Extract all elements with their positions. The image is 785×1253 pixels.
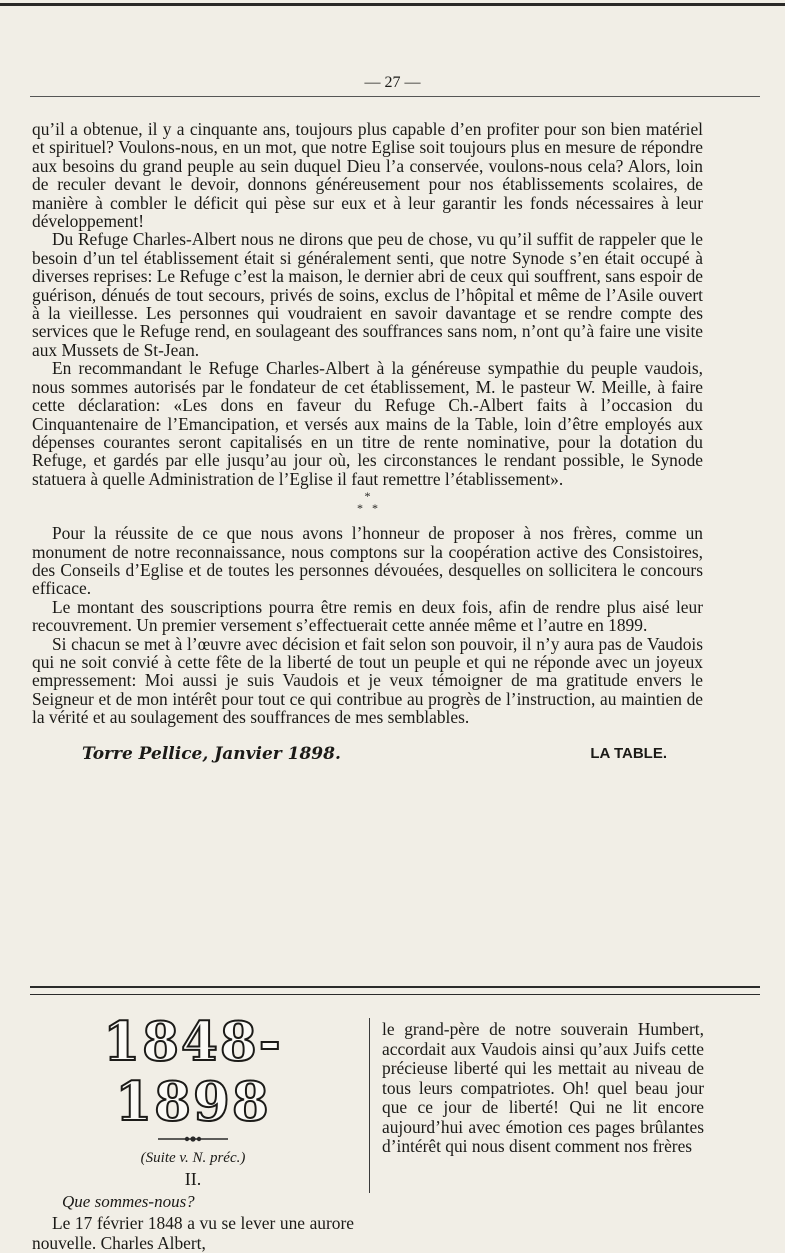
asterism xyxy=(32,490,703,516)
paragraph-5: Le montant des souscriptions pourra être remis en deux fois, afin de rendre plus aisé leur recouvrement. Un premier versement s’effectuerait cette année même et l’autre en 1899. xyxy=(32,596,703,636)
ornament-icon xyxy=(158,1134,228,1144)
article-question: Que sommes-nous? xyxy=(62,1192,195,1211)
section-divider xyxy=(30,986,760,995)
column-divider xyxy=(369,1018,370,1193)
signature-place-date: Torre Pellice, Janvier 1898. xyxy=(82,743,341,764)
ornament-rule xyxy=(32,1134,354,1144)
article-left-column xyxy=(32,1012,354,1253)
signature xyxy=(32,745,703,763)
article-heading: 1848-1898 xyxy=(103,1011,283,1133)
paragraph-6: Si chacun se met à l’œuvre avec décision et fait selon son pouvoir, il n’y aura pas de Vaudois qui ne soit convié à cette fête de la liberté de tout un peuple et qui ne réponde avec un joyeux empressement: Moi aussi je suis Vaudois et je veux témoigner de ma gratitude envers le Seigneur et de mon intérêt pour tout ce qui contribue au progrès de l’instruction, au maintien de la vérité et au soulagement des souffrances de mes semblables. xyxy=(32,633,703,728)
article-left-text: Le 17 février 1848 a vu se lever une aurore nouvelle. Charles Albert, xyxy=(32,1213,354,1253)
top-edge-rule xyxy=(0,3,785,6)
page-number: — 27 — xyxy=(364,74,421,91)
paragraph-1: qu’il a obtenue, il y a cinquante ans, toujours plus capable d’en profiter pour son bien matériel et spirituel? Voulons-nous, en un mot, que notre Eglise soit toujours plus en mesure de répondre aux besoins du grand peuple au sein duquel Dieu l’a conservée, voulons-nous cela? Alors, loin de reculer devant le devoir, donnons généreusement pour nos établissements scolaires, de manière à combler le déficit qui pèse sur eux et à leur garantir les fonds nécessaires à leur développement! xyxy=(32,119,703,232)
asterism-star-pair: * * xyxy=(357,501,378,516)
paragraph-2: Du Refuge Charles-Albert nous ne dirons que peu de chose, vu qu’il suffit de rappeler que le besoin d’un tel établissement était si généralement senti, que notre Synode s’en était occupé à diverses reprises: Le Refuge c’est la maison, le dernier abri de ceux qui souffrent, sans espoir de guérison, dénués de tout secours, privés de soins, exclus de l’hôpital et même de l’Asile ouvert à la vieillesse. Les personnes qui voudraient en savoir davantage et se rendre compte des services que le Refuge rend, en soulageant des souffrances sans nom, n’ont qu’à faire une visite aux Mussets de St-Jean. xyxy=(32,229,703,360)
paragraph-3: En recommandant le Refuge Charles-Albert à la généreuse sympathie du peuple vaudois, nous sommes autorisés par le fondateur de cet établissement, M. le pasteur W. Meille, à faire cette déclaration: «Les dons en faveur du Refuge Ch.-Albert faits à l’occasion du Cinquantenaire de l’Emancipation, et versés aux mains de la Table, loin d’être employés aux dépenses courantes seront capitalisés en un titre de rente nominative, pour la dotation du Refuge, et gardés par elle jusqu’au jour où, les circonstances le rendant possible, le Synode statuera à quelle Administration de l’Eglise il faut remettre l’établissement». xyxy=(32,358,703,489)
article-right-column: le grand-père de notre souverain Humbert, accordait aux Vaudois ainsi qu’aux Juifs cette précieuse liberté qui les mettait au niveau de tous leurs compatriotes. Oh! quel beau jour que ce jour de liberté! Qui ne lit encore aujourd’hui avec émotion ces pages brûlantes d’intérêt qui nous disent comment nos frères xyxy=(382,1019,704,1156)
main-text xyxy=(32,120,703,763)
article-subtitle: (Suite v. N. préc.) xyxy=(140,1150,246,1166)
paragraph-4: Pour la réussite de ce que nous avons l’honneur de proposer à nos frères, comme un monument de notre reconnaissance, nous comptons sur la coopération active des Consistoires, des Conseils d’Eglise et de toutes les personnes dévouées, desquelles on sollicitera le concours efficace. xyxy=(32,523,703,599)
header-rule xyxy=(30,96,760,97)
asterism-star: * xyxy=(364,489,371,504)
signature-name: LA TABLE. xyxy=(590,744,667,762)
article-section-number: II. xyxy=(184,1169,202,1189)
